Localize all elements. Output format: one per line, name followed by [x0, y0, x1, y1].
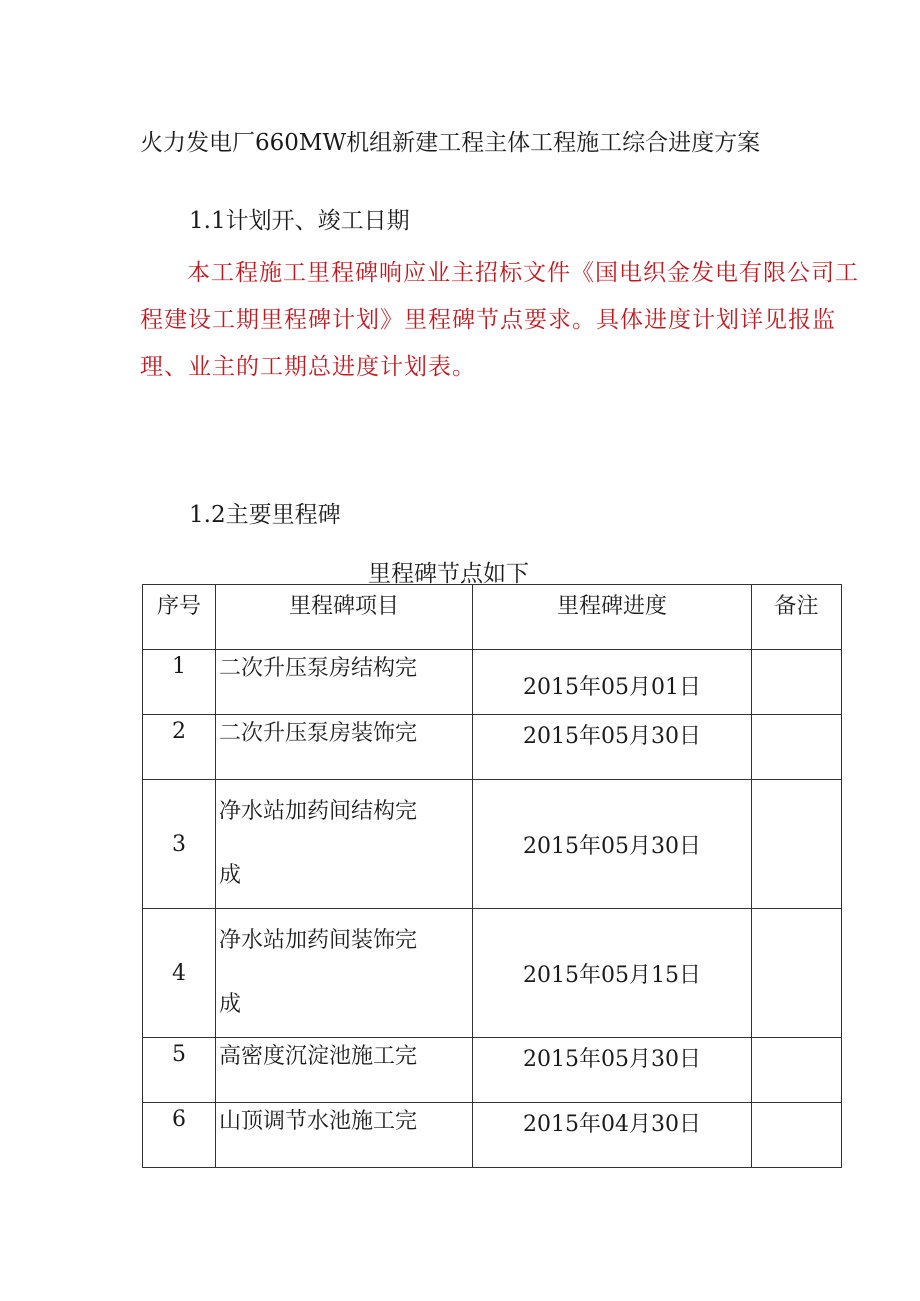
header-milestone-progress: 里程碑进度: [473, 585, 752, 650]
table-row: [143, 780, 842, 909]
row-number: 6: [143, 1103, 216, 1168]
row-note: [752, 909, 842, 1038]
row-number: 3: [143, 780, 216, 909]
row-note: [752, 650, 842, 715]
table-caption: 里程碑节点如下: [368, 561, 529, 587]
row-item: 二次升压泵房装饰完: [216, 715, 473, 780]
row-date: 2015年05月30日: [473, 715, 752, 780]
row-number: 2: [143, 715, 216, 780]
row-note: [752, 715, 842, 780]
row-item-line-1: 净水站加药间装饰完: [219, 928, 418, 953]
row-note: [752, 1038, 842, 1103]
milestone-table: [142, 584, 842, 1168]
row-date: 2015年05月01日: [473, 650, 752, 715]
row-item: 二次升压泵房结构完: [216, 650, 473, 715]
section-heading-1-2: 1.2主要里程碑: [189, 502, 341, 528]
row-item: [216, 909, 473, 1038]
row-note: [752, 1103, 842, 1168]
section-1-paragraph: 本工程施工里程碑响应业主招标文件《国电织金发电有限公司工程建设工期里程碑计划》里程碑节点要求。具体进度计划详见报监理、业主的工期总进度计划表。: [140, 260, 859, 380]
row-date: 2015年05月30日: [473, 1038, 752, 1103]
document-title: 火力发电厂660MW机组新建工程主体工程施工综合进度方案: [140, 130, 761, 156]
row-item: [216, 780, 473, 909]
table-header-row: [143, 585, 842, 650]
table-row: [143, 650, 842, 715]
row-item: 高密度沉淀池施工完: [216, 1038, 473, 1103]
table-row: [143, 909, 842, 1038]
row-date: 2015年05月30日: [473, 780, 752, 909]
table-row: [143, 1103, 842, 1168]
header-serial-number: 序号: [143, 585, 216, 650]
header-milestone-item: 里程碑项目: [216, 585, 473, 650]
row-date: 2015年05月15日: [473, 909, 752, 1038]
row-date: 2015年04月30日: [473, 1103, 752, 1168]
row-item-line-1: 净水站加药间结构完: [219, 799, 418, 824]
row-item: 山顶调节水池施工完: [216, 1103, 473, 1168]
table-row: [143, 715, 842, 780]
row-item-line-2: 成: [219, 992, 242, 1017]
row-number: 1: [143, 650, 216, 715]
row-note: [752, 780, 842, 909]
row-item-line-2: 成: [219, 863, 242, 888]
section-heading-1-1: 1.1计划开、竣工日期: [189, 208, 410, 234]
row-number: 4: [143, 909, 216, 1038]
table-row: [143, 1038, 842, 1103]
row-number: 5: [143, 1038, 216, 1103]
header-remarks: 备注: [752, 585, 842, 650]
